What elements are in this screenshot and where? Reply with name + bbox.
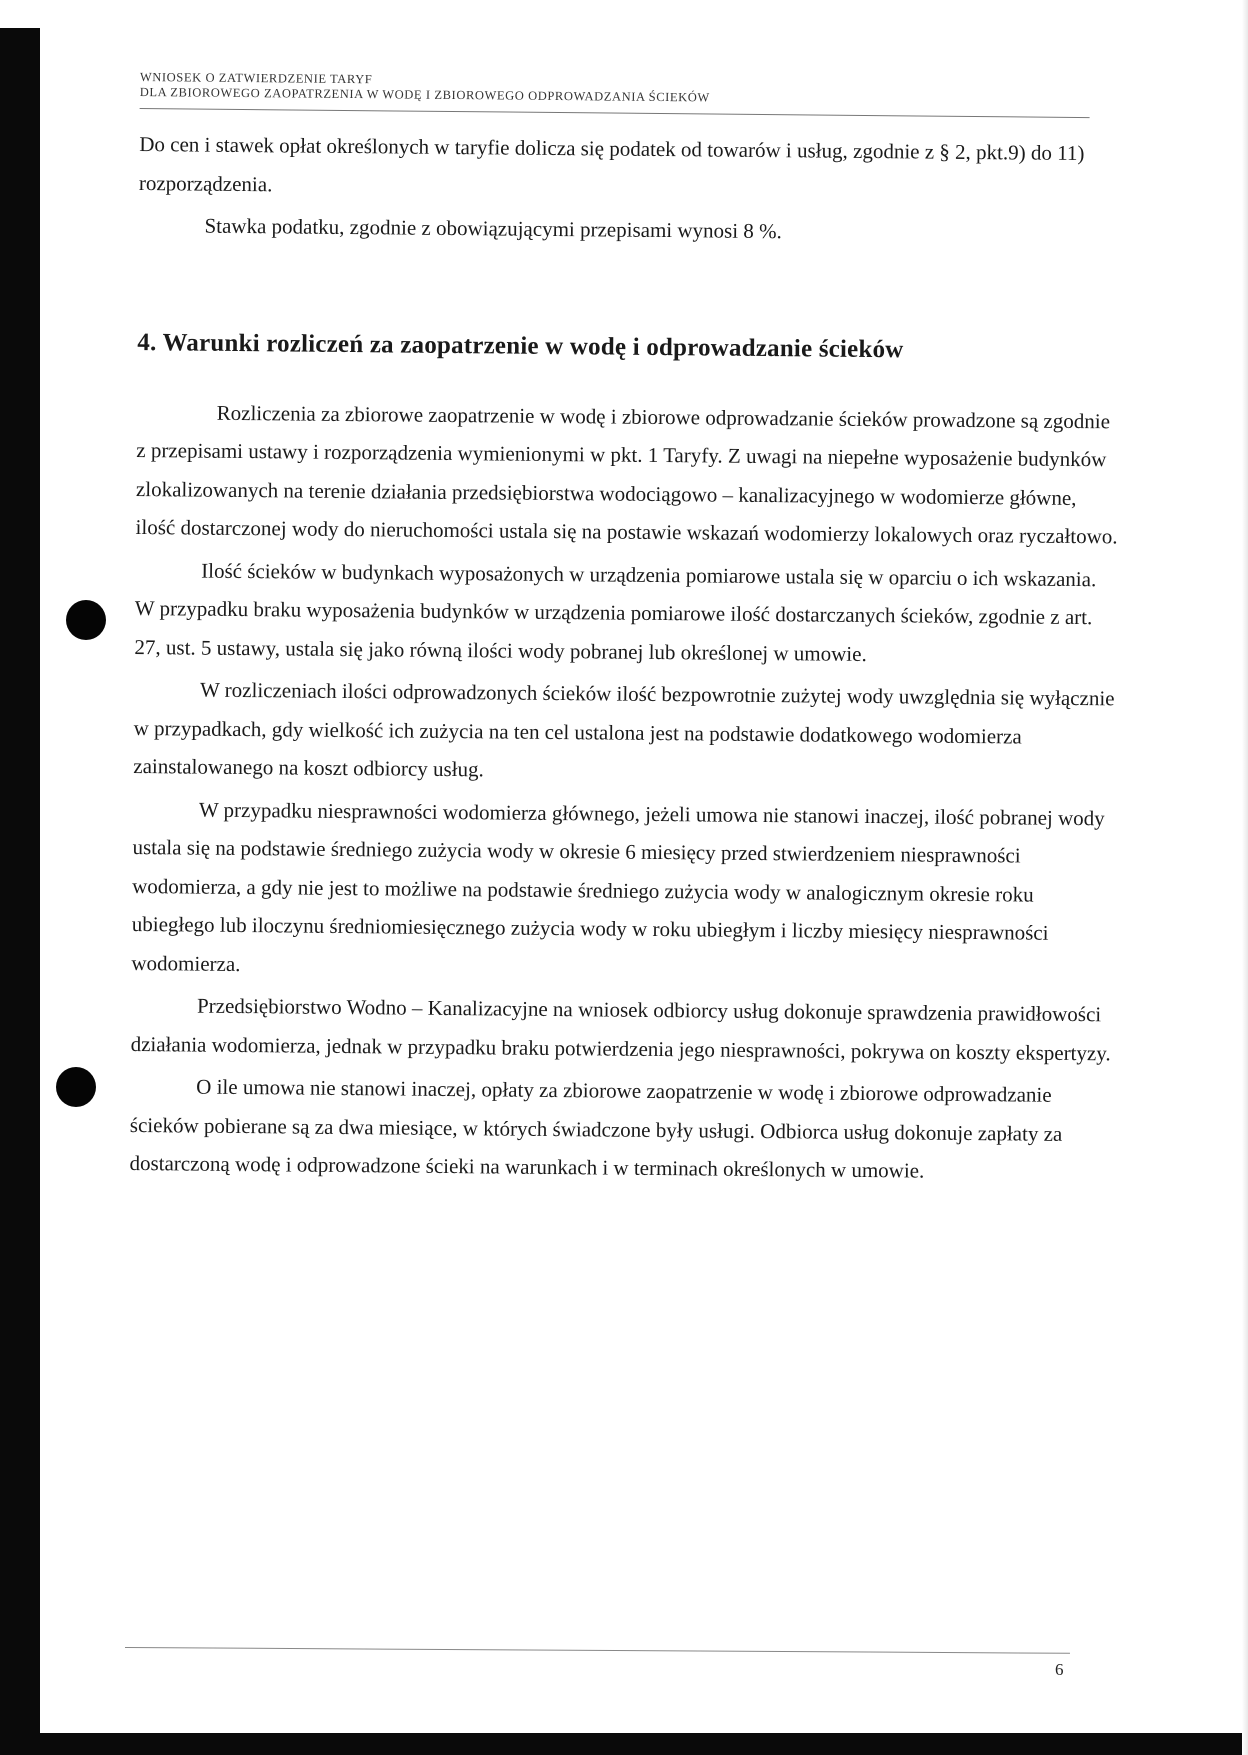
intro-paragraph-rate: Stawka podatku, zgodnie z obowiązującymi przepisami wynosi 8 %.: [204, 213, 782, 244]
paragraph-settlement: Rozliczenia za zbiorowe zaopatrzenie w wodę i zbiorowe odprowadzanie ścieków prowadzone są zgodnie z przepisami ustawy i rozporządzenia wymienionymi w pkt. 1 Taryfy. Z uwagi na niepełne wyposażenie budynków zlokalizowanych na terenie działania przedsiębiorstwa wodociągowo – kanalizacyjnego w wodomierze główne, ilość dostarczonej wody do nieruchomości ustala się na postawie wskazań wodomierzy lokalowych oraz ryczałtowo.: [135, 400, 1118, 549]
paragraph-billing: O ile umowa nie stanowi inaczej, opłaty za zbiorowe zaopatrzenie w wodę i zbiorowe odprowadzanie ścieków pobierane są za dwa miesiące, w których świadczone były usługi. Odbiorca usług dokonuje zapłaty za dostarczoną wodę i odprowadzone ścieki na warunkach i w terminach określonych w umowie.: [129, 1074, 1063, 1183]
page-header: [140, 70, 1125, 109]
header-line-1: WNIOSEK O ZATWIERDZENIE TARYF: [139, 70, 373, 87]
header-line-2: DLA ZBIOROWEGO ZAOPATRZENIA W WODĘ I ZBIOROWEGO ODPROWADZANIA ŚCIEKÓW: [139, 84, 710, 105]
scan-right-shadow: [1242, 0, 1248, 1755]
document-page: [129, 70, 1125, 1192]
footer-rule: [125, 1647, 1070, 1654]
intro-paragraph-vat: Do cen i stawek opłat określonych w taryfie dolicza się podatek od towarów i usług, zgodnie z § 2, pkt.9) do 11) rozporządzenia.: [138, 131, 1085, 196]
punch-hole: [56, 1067, 96, 1107]
section-heading: 4. Warunki rozliczeń za zaopatrzenie w wodę i odprowadzanie ścieków: [137, 328, 904, 363]
paragraph-sewage-amount: Ilość ścieków w budynkach wyposażonych w urządzenia pomiarowe ustala się w oparciu o ich wskazania. W przypadku braku wyposażenia budynków w urządzenia pomiarowe ilość dostarczanych ścieków, zgodnie z art. 27, ust. 5 ustawy, ustala się jako równą ilości wody pobranej lub określonej w umowie.: [134, 558, 1097, 666]
punch-hole: [66, 600, 106, 640]
scan-bottom-edge: [0, 1733, 1248, 1755]
header-rule: [140, 108, 1090, 118]
page-number: 6: [1055, 1660, 1064, 1679]
paragraph-meter-failure: W przypadku niesprawności wodomierza głównego, jeżeli umowa nie stanowi inaczej, ilość pobranej wody ustala się na podstawie średniego zużycia wody w okresie 6 miesięcy przed stwierdzeniem niesprawności wodomierza, a gdy nie jest to możliwe na podstawie średniego zużycia wody w analogicznym okresie roku ubiegłego lub iloczynu średniomiesięcznego zużycia wody w roku ubiegłym i liczby miesięcy niesprawności wodomierza.: [131, 797, 1105, 976]
scan-left-edge: [0, 28, 40, 1755]
paragraph-water-usage: W rozliczeniach ilości odprowadzonych ścieków ilość bezpowrotnie zużytej wody uwzględnia się wyłącznie w przypadkach, gdy wielkość ich zużycia na ten cel ustalona jest na podstawie dodatkowego wodomierza zainstalowanego na koszt odbiorcy usług.: [133, 677, 1115, 782]
paragraph-meter-check: Przedsiębiorstwo Wodno – Kanalizacyjne na wniosek odbiorcy usług dokonuje sprawdzenia prawidłowości działania wodomierza, jednak w przypadku braku potwierdzenia jego niesprawności, pokrywa on koszty ekspertyzy.: [130, 993, 1111, 1065]
section-body: [129, 392, 1122, 1191]
intro-block: [138, 125, 1124, 254]
